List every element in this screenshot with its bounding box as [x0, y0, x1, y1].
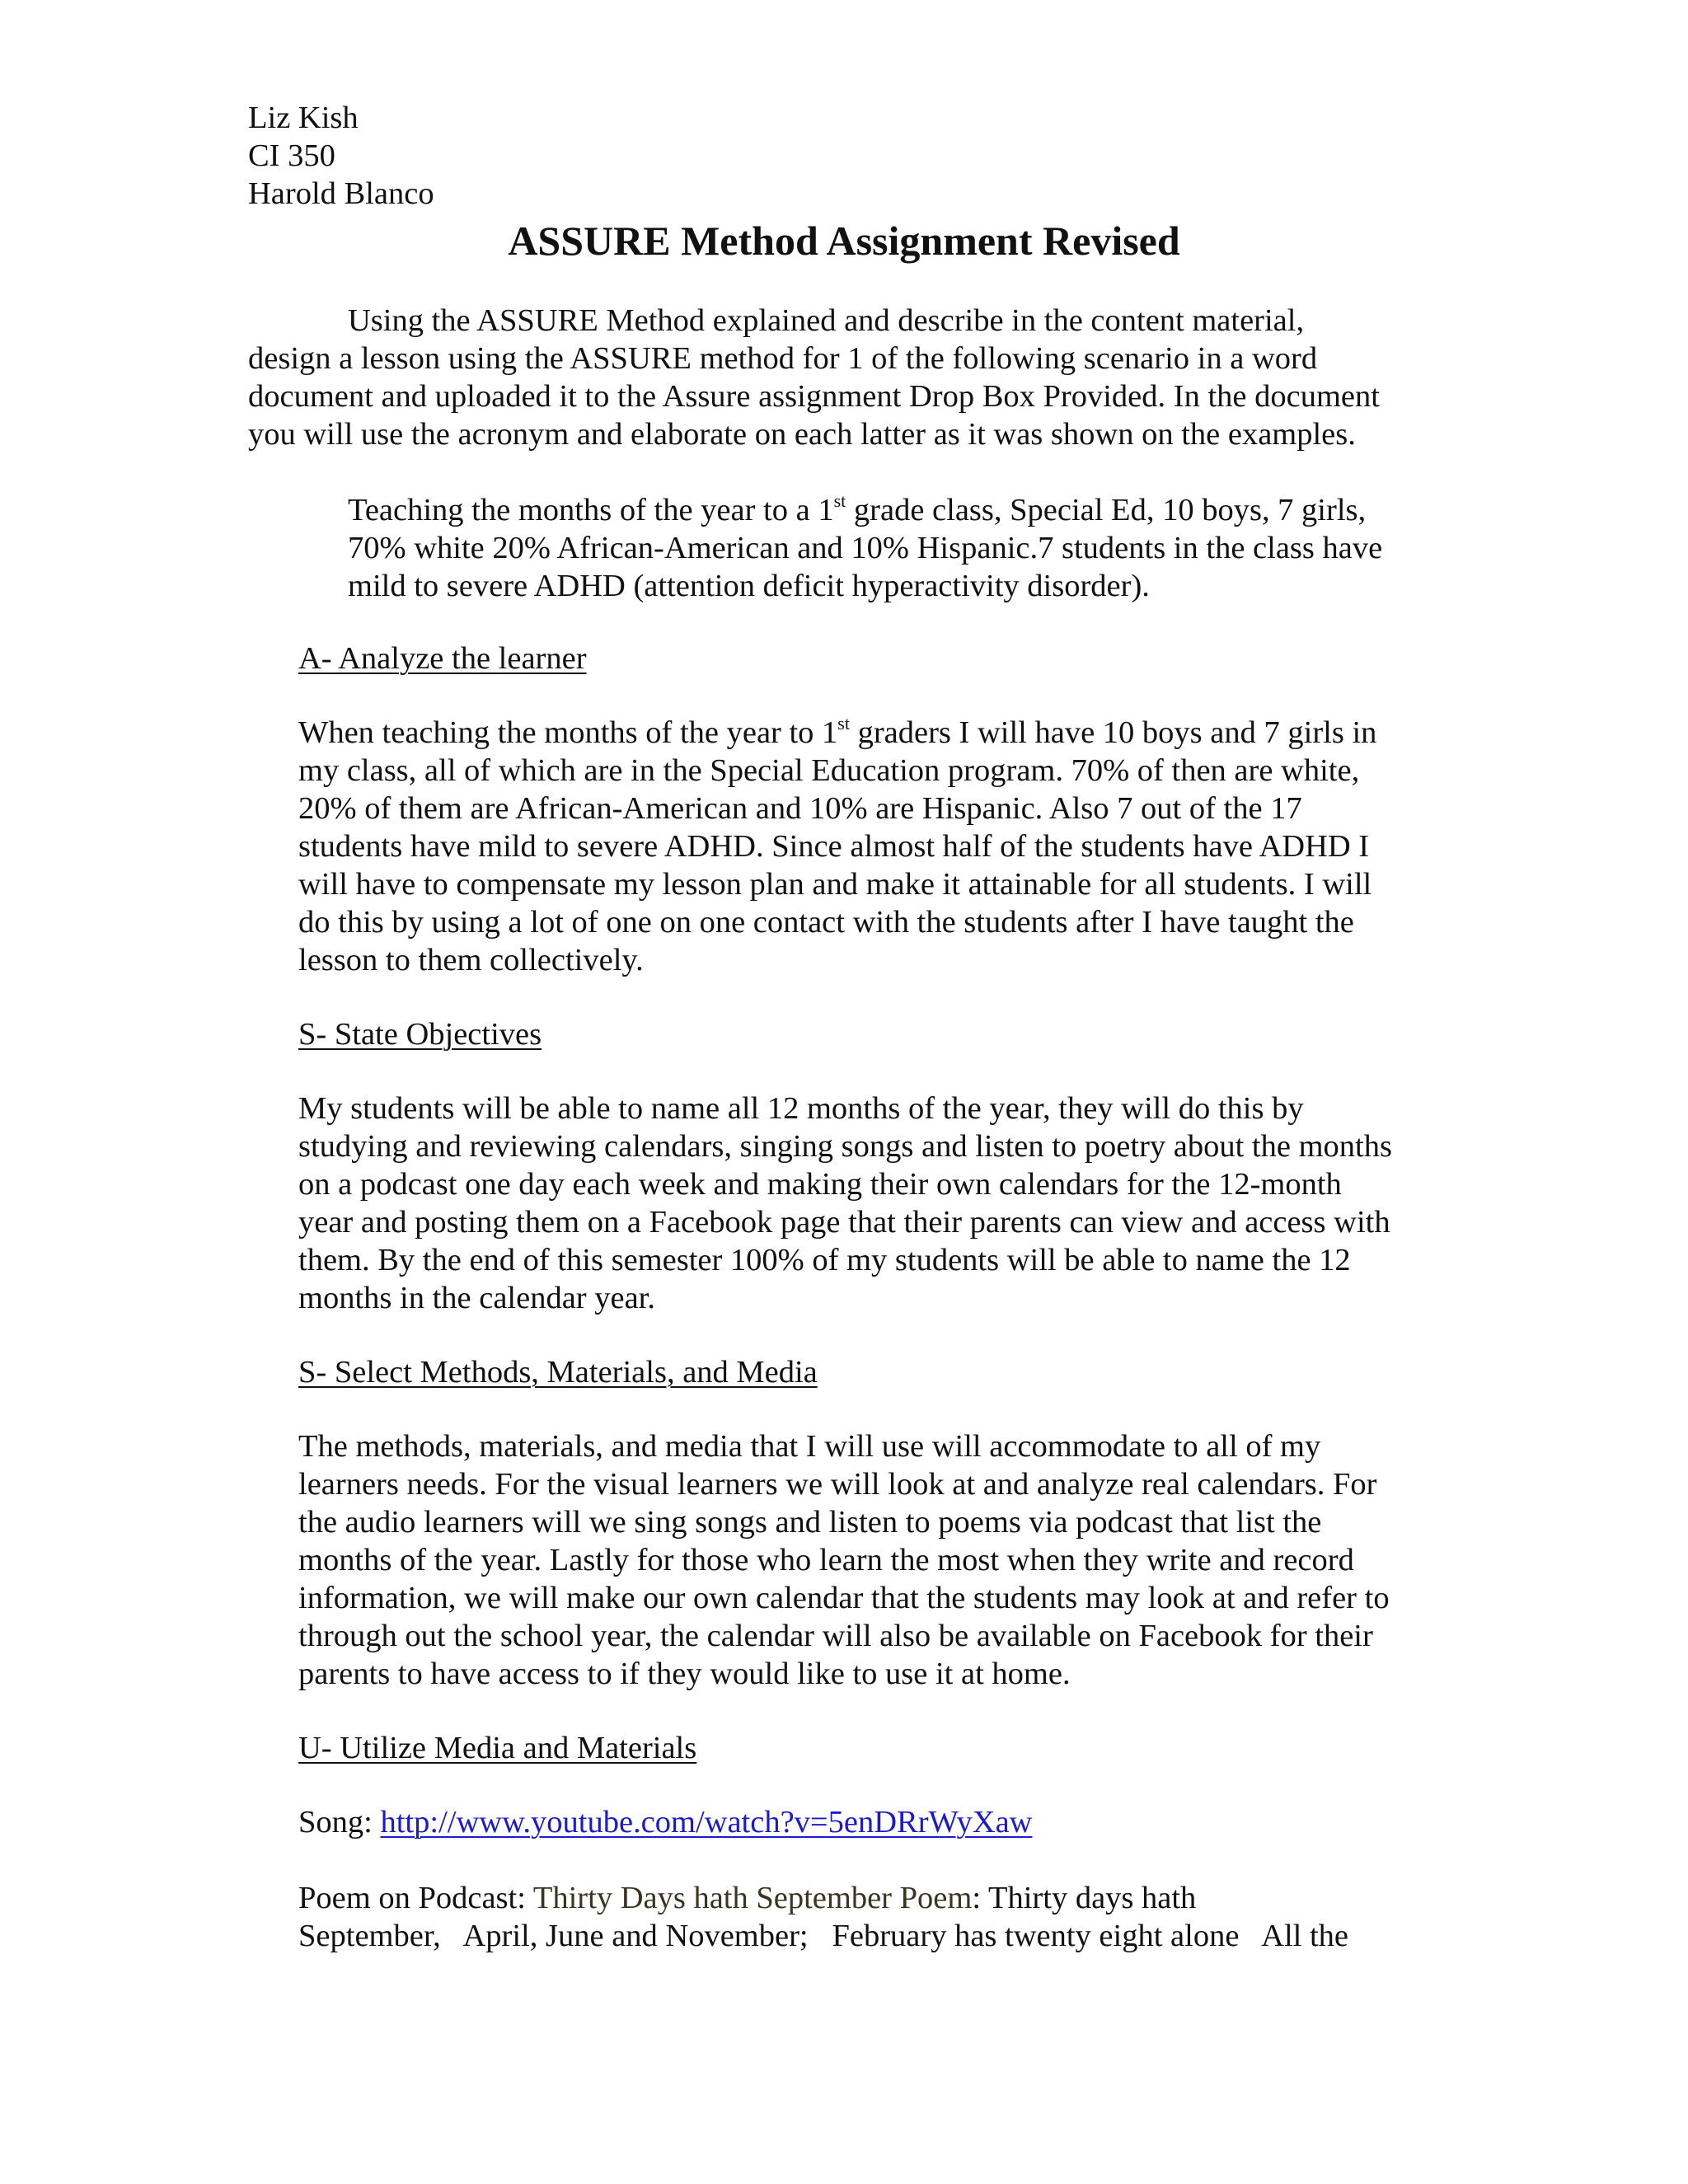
poem-start: Thirty days hath [981, 1881, 1197, 1915]
song-line [298, 1803, 1032, 1841]
analyze-line: my class, all of which are in the Special Education program. 70% of then are white, [298, 753, 1360, 788]
intro-line: you will use the acronym and elaborate on each latter as it was shown on the examples. [248, 417, 1356, 452]
objectives-line: studying and reviewing calendars, singing songs and listen to poetry about the months [298, 1129, 1392, 1164]
objectives-line: them. By the end of this semester 100% of my students will be able to name the 12 [298, 1243, 1351, 1277]
ordinal-suffix: st [837, 713, 850, 734]
scenario-line: 70% white 20% African-American and 10% Hispanic.7 students in the class have [348, 531, 1383, 565]
author-name: Liz Kish [248, 101, 359, 135]
analyze-text: When teaching the months of the year to 1 [298, 715, 838, 750]
poem-label: Poem on Podcast: [298, 1881, 533, 1915]
select-line: months of the year. Lastly for those who learn the most when they write and record [298, 1543, 1354, 1577]
poem-title: Thirty Days hath September Poem [532, 1881, 973, 1915]
objectives-line: My students will be able to name all 12 months of the year, they will do this by [298, 1091, 1304, 1126]
analyze-line: 20% of them are African-American and 10% are Hispanic. Also 7 out of the 17 [298, 791, 1302, 826]
analyze-line: students have mild to severe ADHD. Since almost half of the students have ADHD I [298, 829, 1370, 864]
section-heading-objectives: S- State Objectives [298, 1017, 542, 1052]
section-heading-select: S- Select Methods, Materials, and Media [298, 1355, 818, 1390]
scenario-text: grade class, Special Ed, 10 boys, 7 girls, [846, 493, 1367, 527]
select-line: information, we will make our own calendar that the students may look at and refer to [298, 1581, 1390, 1615]
select-line: through out the school year, the calendar will also be available on Facebook for their [298, 1619, 1373, 1653]
section-heading-utilize: U- Utilize Media and Materials [298, 1731, 697, 1765]
poem-colon: : [972, 1881, 982, 1915]
scenario-line: mild to severe ADHD (attention deficit hyperactivity disorder). [348, 569, 1150, 603]
analyze-line [298, 714, 1376, 752]
song-label: Song: [298, 1805, 381, 1840]
document-title: ASSURE Method Assignment Revised [508, 218, 1180, 264]
section-heading-analyze: A- Analyze the learner [298, 641, 587, 676]
song-link[interactable]: http://www.youtube.com/watch?v=5enDRrWyXaw [380, 1805, 1033, 1840]
analyze-text: graders I will have 10 boys and 7 girls in [849, 715, 1377, 750]
scenario-text: Teaching the months of the year to a 1 [348, 493, 834, 527]
intro-line: design a lesson using the ASSURE method for 1 of the following scenario in a word [248, 341, 1318, 376]
analyze-line: do this by using a lot of one on one contact with the students after I have taught the [298, 905, 1354, 940]
select-line: learners needs. For the visual learners we will look at and analyze real calendars. For [298, 1467, 1377, 1502]
ordinal-suffix: st [833, 490, 846, 512]
analyze-line: lesson to them collectively. [298, 943, 644, 977]
intro-line: document and uploaded it to the Assure assignment Drop Box Provided. In the document [248, 379, 1380, 414]
poem-line: September, April, June and November; February has twenty eight alone All the [298, 1919, 1349, 1953]
instructor-name: Harold Blanco [248, 176, 434, 211]
scenario-line [348, 491, 1366, 529]
intro-line: Using the ASSURE Method explained and describe in the content material, [348, 303, 1305, 338]
course-code: CI 350 [248, 138, 335, 173]
select-line: the audio learners will we sing songs and listen to poems via podcast that list the [298, 1505, 1322, 1540]
analyze-line: will have to compensate my lesson plan and make it attainable for all students. I will [298, 867, 1372, 902]
objectives-line: year and posting them on a Facebook page that their parents can view and access with [298, 1205, 1390, 1240]
select-line: The methods, materials, and media that I will use will accommodate to all of my [298, 1429, 1321, 1464]
objectives-line: on a podcast one day each week and making their own calendars for the 12-month [298, 1167, 1342, 1202]
poem-line [298, 1879, 1196, 1917]
select-line: parents to have access to if they would like to use it at home. [298, 1657, 1071, 1691]
objectives-line: months in the calendar year. [298, 1281, 655, 1315]
